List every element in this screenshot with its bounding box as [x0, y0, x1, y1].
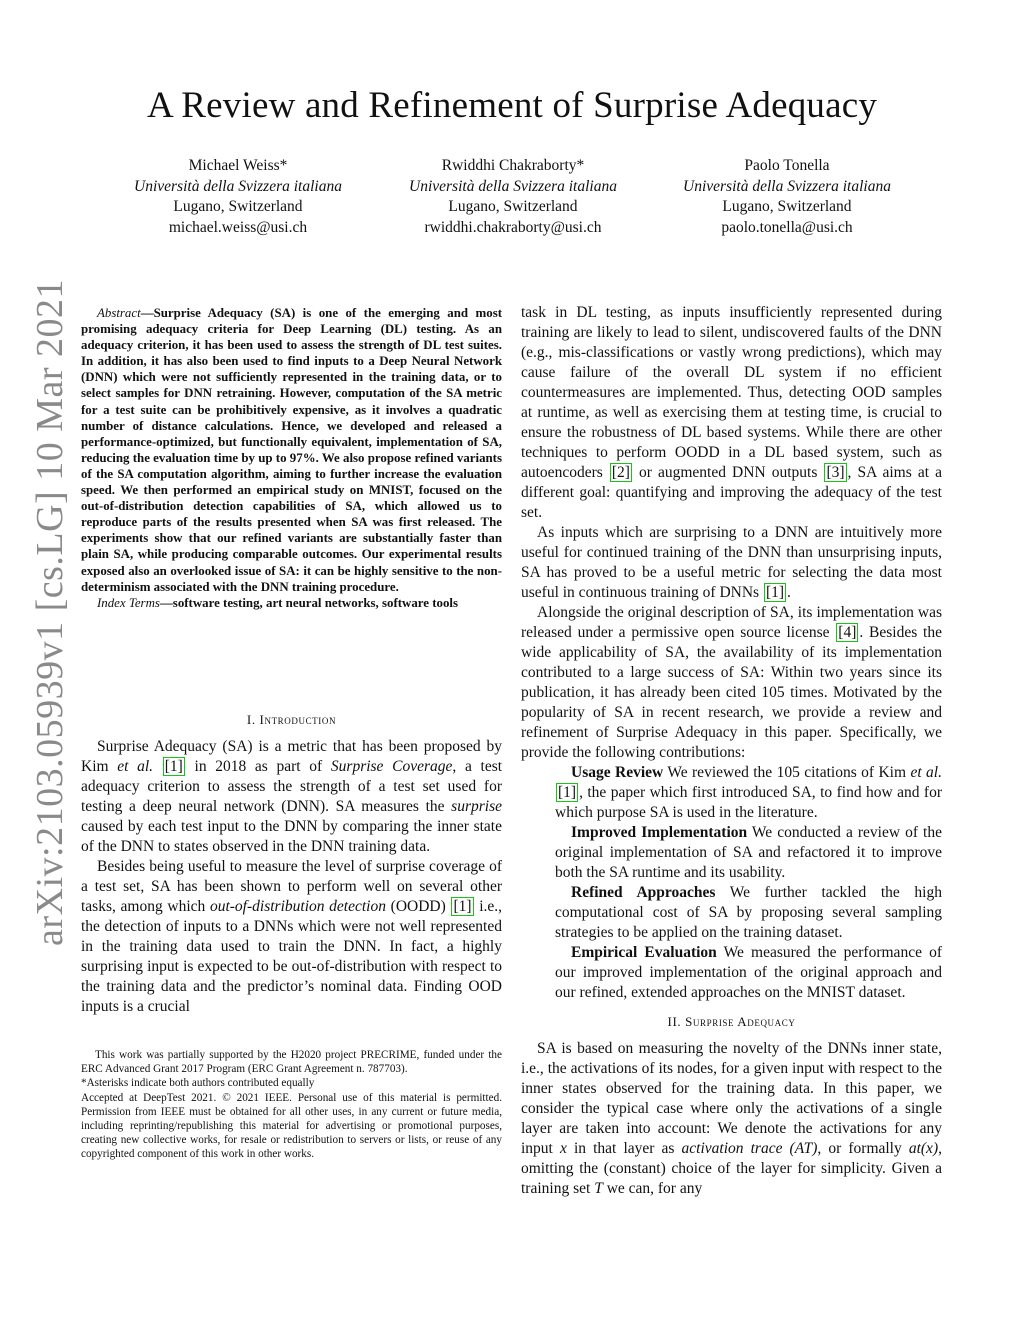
index-terms-label: Index Terms [97, 595, 160, 610]
intro-paragraph-5: Alongside the original description of SA, its implementation was released under a permissive open source license [4] . Besides the wide applicability of SA, the availability of its implementation contributed to a large success of SA: Within two years since its publication, it has already been cited 105 times. Motivated by the popularity of SA in recent research, we provide a review and refinement of Surprise Adequacy in this paper. Specifically, we provide the following contributions: [521, 604, 942, 761]
abstract-text: —Surprise Adequacy (SA) is one of the emerging and most promising adequacy criteria for Deep Learning (DL) testing. As an adequacy criterion, it has been used to assess the strength of DL test suites. In addition, it has also been used to find inputs to a Deep Neural Network (DNN) which were not sufficiently represented in the training data, or to select samples for DNN retraining. However, computation of the SA metric for a test suite can be prohibitively expensive, as it involves a quadratic number of distance calculations. Hence, we developed and released a performance-optimized, but functionally equivalent, implementation of SA, reducing the evaluation time by up to 97%. We also propose refined variants of the SA computation algorithm, aiming to further increase the evaluation speed. We then performed an empirical study on MNIST, focused on the out-of-distribution detection capabilities of SA, which allowed us to reproduce parts of the results presented when SA was first released. The experiments show that our refined variants are substantially faster than plain SA, while producing comparable outcomes. Our experimental results exposed also an overlooked issue of SA: it can be highly sensitive to the non-determinism associated with the DNN training procedure. [81, 306, 502, 594]
footnote-copyright: Accepted at DeepTest 2021. © 2021 IEEE. Personal use of this material is permitted. Permission from IEEE must be obtained for all other uses, in any current or future media, including reprinting/republishing this material for advertising or promotional purposes, creating new collective works, for resale or redistribution to servers or lists, or reuse of any copyrighted component of this work in other works. [81, 1091, 502, 1161]
index-terms [81, 595, 502, 611]
right-column [521, 303, 942, 1199]
intro-paragraph-1: Surprise Adequacy (SA) is a metric that has been proposed by Kim et al. [1] in 2018 as part of Surprise Coverage, a test adequacy criterion to assess the strength of a test set used for testing a deep neural network (DNN). SA measures the surprise caused by each test input to the DNN by comparing the inner state of the DNN to states observed in the DNN training data. [81, 738, 503, 855]
footnotes [81, 1048, 502, 1162]
section-heading-surprise-adequacy: II. Surprise Adequacy [667, 1014, 796, 1029]
citation-link[interactable]: [1] [558, 784, 577, 801]
footnote-funding: This work was partially supported by the H2020 project PRECRIME, funded under the ERC Advanced Grant 2017 Program (ERC Grant Agreement n. 787703). [81, 1049, 502, 1076]
author-affiliation: Università della Svizzera italiana [134, 177, 342, 195]
author-city: Lugano, Switzerland [173, 198, 303, 215]
sa-paragraph-1: SA is based on measuring the novelty of the DNNs inner state, i.e., the activations of its nodes, for a given input with respect to the inner states observed for the training data. In this paper, we consider the typical case where only the activations of a single layer are taken into account: We denote the activations for any input x in that layer as activation trace (AT), or formally at(x), omitting the (constant) choice of the layer for simplicity. Given a training set T we can, for any [521, 1040, 942, 1197]
citation-link[interactable]: [4] [838, 624, 857, 641]
contribution-usage-review: Usage Review We reviewed the 105 citations of Kim et al. [1] , the paper which first introduced SA, to find how and for which purpose SA is used in the literature. [555, 764, 942, 821]
abstract [81, 305, 502, 611]
citation-link[interactable]: [2] [611, 464, 630, 481]
intro-paragraph-2: Besides being useful to measure the level of surprise coverage of a test set, SA has been shown to perform well on several other tasks, among which out-of-distribution detection (OODD) [1] i.e., the detection of inputs to a DNNs which were not well represented in the training data used to train the DNN. In fact, a highly surprising input is expected to be out-of-distribution with respect to the training data and the predictor’s nominal data. Finding OOD inputs is a crucial [81, 858, 502, 1015]
section-heading-introduction: I. Introduction [246, 712, 337, 727]
author-city: Lugano, Switzerland [722, 198, 852, 215]
abstract-label: Abstract [97, 306, 141, 320]
citation-link[interactable]: [1] [164, 758, 183, 775]
citation-link[interactable]: [1] [453, 898, 472, 915]
intro-paragraph-4: As inputs which are surprising to a DNN are intuitively more useful for continued training of the DNN than unsurprising inputs, SA has proved to be a useful metric for selecting the data most useful in continuous training of DNNs [1] . [521, 524, 942, 601]
author-block-3 [652, 156, 922, 238]
author-block-1 [103, 156, 373, 238]
author-email: paolo.tonella@usi.ch [721, 218, 853, 236]
intro-paragraph-3: task in DL testing, as inputs insufficiently represented during training are likely to lead to silent, undiscovered faults of the DNN (e.g., mis-classifications or vastly wrong predictions), which may cause failure of the overall DL system if no efficient countermeasures are implemented. Thus, detecting OOD samples at runtime, as well as exercising them at testing time, is crucial to ensure the robustness of DL based systems. While there are other techniques to perform OODD in a DL based system, such as autoencoders [2] or augmented DNN outputs [3] , SA aims at a different goal: quantifying and improving the adequacy of the test set. [521, 304, 942, 521]
arxiv-stamp: arXiv:2103.05939v1 [cs.LG] 10 Mar 2021 [29, 278, 71, 946]
author-city: Lugano, Switzerland [448, 198, 578, 215]
contribution-empirical-evaluation: Empirical Evaluation We measured the performance of our improved implementation of the original approach and our refined, extended approaches on the MNIST dataset. [555, 944, 942, 1001]
author-affiliation: Università della Svizzera italiana [409, 177, 617, 195]
author-name: Michael Weiss* [188, 157, 288, 174]
paper-title: A Review and Refinement of Surprise Adequacy [146, 85, 878, 126]
index-terms-text: —software testing, art neural networks, software tools [159, 595, 459, 610]
author-affiliation: Università della Svizzera italiana [683, 177, 891, 195]
citation-link[interactable]: [1] [765, 584, 785, 601]
author-email: michael.weiss@usi.ch [168, 218, 308, 236]
contribution-refined-approaches: Refined Approaches We further tackled the high computational cost of SA by proposing several sampling strategies to be applied on the training dataset. [555, 884, 942, 941]
author-name: Paolo Tonella [744, 157, 830, 174]
author-name: Rwiddhi Chakraborty* [441, 157, 585, 174]
abstract-paragraph [81, 305, 502, 595]
citation-link[interactable]: [3] [826, 464, 845, 481]
contribution-improved-implementation: Improved Implementation We conducted a review of the original implementation of SA and refactored it to improve both the SA runtime and its usability. [555, 824, 942, 881]
author-block-2 [378, 156, 648, 238]
footnote-asterisk: *Asterisks indicate both authors contributed equally [81, 1077, 315, 1090]
introduction-section [81, 710, 502, 1017]
author-email: rwiddhi.chakraborty@usi.ch [424, 218, 602, 236]
